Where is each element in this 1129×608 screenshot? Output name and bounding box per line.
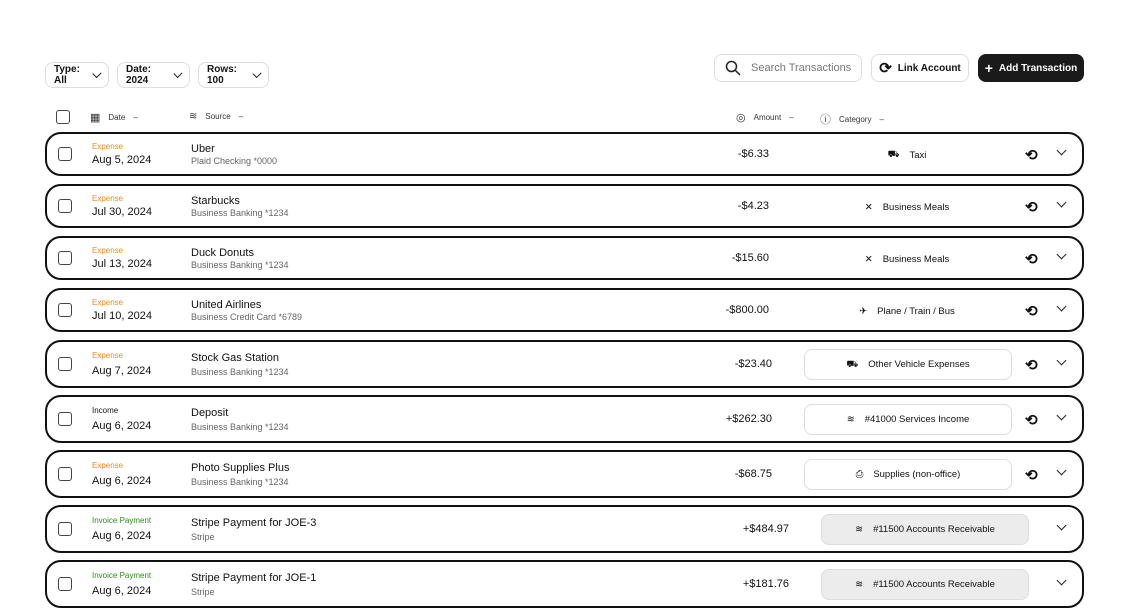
plane-icon: ✈ (859, 305, 868, 317)
transaction-row[interactable] (45, 560, 1084, 608)
category-select[interactable] (821, 514, 1029, 545)
category-header-label: Category (839, 114, 872, 124)
transaction-account: Stripe (191, 587, 215, 597)
row-checkbox[interactable] (58, 199, 72, 213)
row-checkbox[interactable] (58, 357, 72, 371)
history-icon[interactable]: ⟲ (1025, 147, 1038, 164)
link-account-label: Link Account (897, 62, 961, 74)
transaction-row[interactable] (45, 184, 1084, 228)
transaction-type: Expense (92, 246, 124, 255)
history-icon[interactable]: ⟲ (1025, 251, 1038, 268)
transaction-source: Stock Gas Station (191, 352, 280, 364)
transaction-source: Uber (191, 143, 215, 155)
category-text: #41000 Services Income (864, 414, 970, 425)
transaction-amount: +$262.30 (725, 413, 772, 425)
transaction-type: Expense (92, 461, 124, 470)
type-filter[interactable] (45, 62, 109, 88)
category-select[interactable] (821, 569, 1029, 600)
expand-chevron-icon[interactable] (1057, 250, 1067, 260)
transaction-row[interactable] (45, 505, 1084, 553)
transaction-account: Business Banking *1234 (191, 208, 289, 218)
money-stack-icon: ≋ (189, 111, 198, 122)
expand-chevron-icon[interactable] (1057, 411, 1067, 421)
transaction-amount: -$68.75 (734, 468, 772, 480)
coins-icon: ◎ (736, 112, 746, 124)
transaction-type: Income (92, 406, 119, 415)
transaction-date: Jul 10, 2024 (92, 310, 152, 322)
transaction-source: Duck Donuts (191, 247, 254, 259)
printer-icon: ⎙ (855, 469, 864, 480)
category-text: Taxi (909, 149, 927, 161)
car-icon: ⛟ (846, 358, 859, 370)
utensils-icon: ✕ (864, 201, 873, 213)
date-filter-label: Date: 2024 (126, 64, 152, 86)
transaction-row[interactable] (45, 236, 1084, 280)
expand-chevron-icon[interactable] (1057, 576, 1067, 586)
sort-indicator: – (789, 113, 794, 122)
transaction-date: Aug 7, 2024 (92, 365, 152, 377)
history-icon[interactable]: ⟲ (1025, 467, 1038, 484)
chevron-down-icon (93, 69, 102, 78)
transaction-date: Aug 6, 2024 (92, 475, 152, 487)
category-label[interactable] (837, 304, 977, 318)
transaction-source: Starbucks (191, 195, 240, 207)
transaction-date: Aug 5, 2024 (92, 154, 152, 166)
sort-indicator: – (879, 114, 884, 124)
type-filter-label: Type: All (54, 64, 80, 86)
row-checkbox[interactable] (58, 577, 72, 591)
rows-filter-label: Rows: 100 (207, 64, 237, 86)
transaction-row[interactable] (45, 450, 1084, 498)
select-all-checkbox[interactable] (56, 110, 70, 124)
transaction-amount: +$484.97 (742, 523, 789, 535)
transaction-date: Jul 30, 2024 (92, 206, 152, 218)
refresh-icon: ⟳ (879, 60, 892, 77)
category-select[interactable] (804, 459, 1012, 490)
transaction-source: Deposit (191, 407, 229, 419)
row-checkbox[interactable] (58, 467, 72, 481)
transaction-amount: -$6.33 (737, 148, 769, 160)
transaction-type: Expense (92, 194, 124, 203)
transaction-amount: -$4.23 (737, 200, 769, 212)
row-checkbox[interactable] (58, 251, 72, 265)
category-label[interactable] (837, 252, 977, 266)
transaction-source: Stripe Payment for JOE-1 (191, 572, 317, 584)
expand-chevron-icon[interactable] (1057, 146, 1067, 156)
calendar-icon: ▦ (90, 112, 101, 124)
category-text: Plane / Train / Bus (877, 305, 955, 317)
rows-filter[interactable] (198, 62, 269, 88)
date-filter[interactable] (117, 62, 190, 88)
row-checkbox[interactable] (58, 147, 72, 161)
amount-header-label: Amount (753, 113, 782, 122)
transaction-amount: +$181.76 (742, 578, 789, 590)
amount-column-header[interactable] (736, 111, 794, 124)
transaction-account: Business Banking *1234 (191, 477, 289, 487)
category-text: #11500 Accounts Receivable (873, 579, 995, 590)
expand-chevron-icon[interactable] (1057, 198, 1067, 208)
category-text: Other Vehicle Expenses (868, 359, 970, 370)
category-text: Business Meals (882, 201, 950, 213)
transaction-type: Invoice Payment (92, 571, 152, 580)
transaction-source: Photo Supplies Plus (191, 462, 290, 474)
search-icon (725, 60, 741, 76)
search-placeholder: Search Transactions (751, 62, 852, 74)
transaction-amount: -$23.40 (734, 358, 772, 370)
money-icon: ≋ (855, 524, 864, 535)
transaction-date: Aug 6, 2024 (92, 585, 152, 597)
transaction-row[interactable] (45, 288, 1084, 332)
transaction-date: Aug 6, 2024 (92, 420, 152, 432)
category-column-header[interactable] (820, 111, 884, 127)
expand-chevron-icon[interactable] (1057, 521, 1067, 531)
add-transaction-button[interactable] (978, 54, 1084, 82)
category-select[interactable] (804, 349, 1012, 380)
chevron-down-icon (253, 68, 262, 77)
transaction-account: Business Banking *1234 (191, 422, 289, 432)
transaction-type: Expense (92, 298, 124, 307)
transaction-amount: -$15.60 (731, 252, 769, 264)
category-label[interactable] (837, 200, 977, 214)
history-icon[interactable]: ⟲ (1025, 199, 1038, 216)
sort-indicator: – (238, 112, 244, 121)
transaction-date: Aug 6, 2024 (92, 530, 152, 542)
sort-indicator: – (133, 113, 138, 122)
transaction-date: Jul 13, 2024 (92, 258, 152, 270)
row-checkbox[interactable] (58, 303, 72, 317)
row-checkbox[interactable] (58, 412, 72, 426)
history-icon[interactable]: ⟲ (1025, 357, 1038, 374)
money-icon: ≋ (846, 414, 855, 425)
add-transaction-label: Add Transaction (998, 62, 1078, 74)
transaction-row[interactable] (45, 395, 1084, 443)
link-account-button[interactable] (871, 54, 969, 82)
transaction-account: Business Banking *1234 (191, 260, 289, 270)
money-icon: ≋ (855, 579, 864, 590)
transaction-source: United Airlines (191, 299, 262, 311)
transaction-type: Expense (92, 142, 124, 151)
expand-chevron-icon[interactable] (1057, 356, 1067, 366)
transaction-account: Business Credit Card *6789 (191, 312, 303, 322)
category-text: #11500 Accounts Receivable (873, 524, 995, 535)
row-checkbox[interactable] (58, 522, 72, 536)
expand-chevron-icon[interactable] (1057, 302, 1067, 312)
chevron-down-icon (173, 68, 182, 77)
date-header-label: Date (108, 113, 126, 122)
category-text: Supplies (non-office) (873, 469, 961, 480)
plus-icon: + (984, 60, 993, 76)
category-text: Business Meals (882, 253, 950, 265)
transaction-type: Expense (92, 351, 124, 360)
search-input[interactable] (714, 54, 862, 82)
info-icon: ⓘ (820, 114, 831, 126)
category-label[interactable] (837, 148, 977, 162)
transaction-row[interactable] (45, 340, 1084, 388)
history-icon[interactable]: ⟲ (1025, 303, 1038, 320)
transaction-type: Invoice Payment (92, 516, 152, 525)
car-icon: ⛟ (887, 149, 900, 160)
transaction-account: Business Banking *1234 (191, 367, 289, 377)
utensils-icon: ✕ (864, 253, 873, 265)
source-column-header[interactable] (189, 111, 243, 122)
source-header-label: Source (205, 112, 231, 121)
history-icon[interactable]: ⟲ (1025, 412, 1038, 429)
date-column-header[interactable] (90, 111, 138, 124)
transaction-account: Stripe (191, 532, 215, 542)
expand-chevron-icon[interactable] (1057, 466, 1067, 476)
transaction-row[interactable] (45, 132, 1084, 176)
category-select[interactable] (804, 404, 1012, 435)
transaction-account: Plaid Checking *0000 (191, 156, 278, 166)
transaction-amount: -$800.00 (725, 304, 769, 316)
transaction-source: Stripe Payment for JOE-3 (191, 517, 317, 529)
